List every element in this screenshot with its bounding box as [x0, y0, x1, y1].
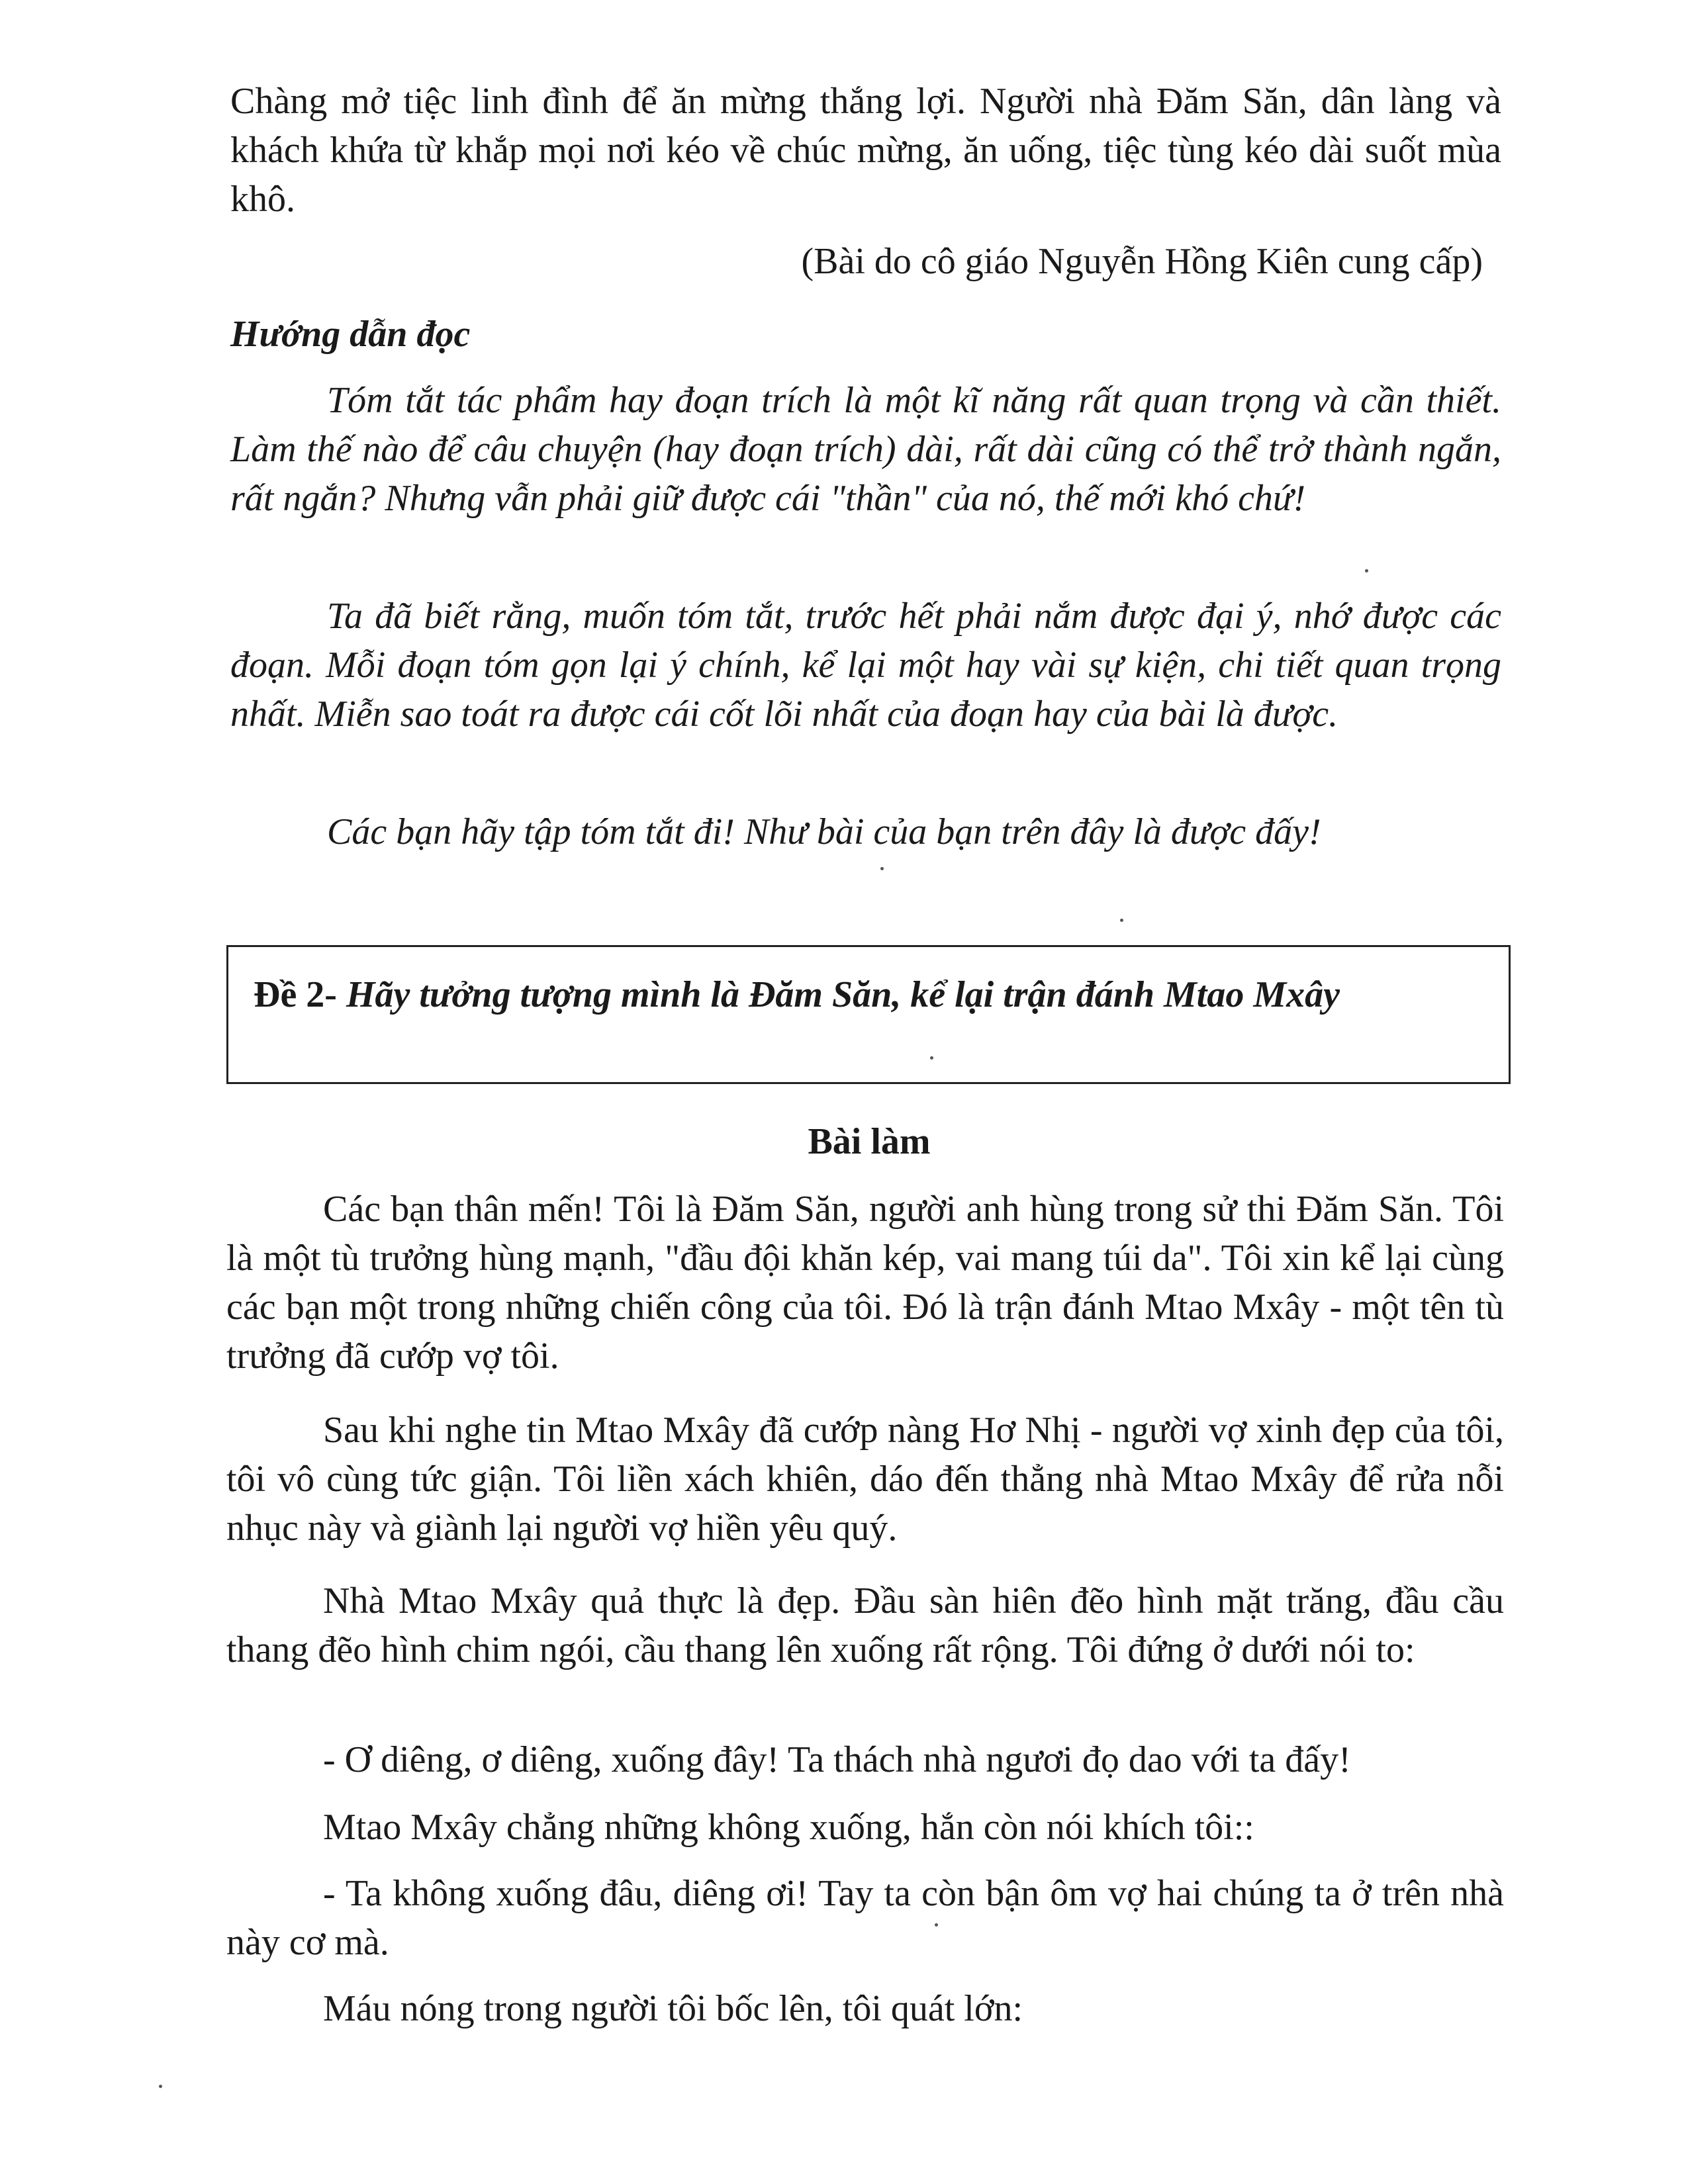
guide-heading: Hướng dẫn đọc: [230, 314, 471, 355]
essay-paragraph: Máu nóng trong người tôi bốc lên, tôi quát lớn:: [323, 1988, 1023, 2029]
task-text: Hãy tưởng tượng mình là Đăm Săn, kể lại trận đánh Mtao Mxây: [346, 974, 1340, 1015]
scan-speck: [1120, 919, 1123, 922]
task-box: [226, 945, 1511, 1084]
essay-paragraph: - Ta không xuống đâu, diêng ơi! Tay ta còn bận ôm vợ hai chúng ta ở trên nhà này cơ mà.: [226, 1873, 1504, 1963]
essay-paragraph: Sau khi nghe tin Mtao Mxây đã cướp nàng Hơ Nhị - người vợ xinh đẹp của tôi, tôi vô cùng tức giận. Tôi liền xách khiên, dáo đến thẳng nhà Mtao Mxây để rửa nỗi nhục này và giành lại người vợ hiền yêu quý.: [226, 1410, 1504, 1549]
essay-heading: Bài làm: [808, 1121, 931, 1162]
intro-paragraph: Chàng mở tiệc linh đình để ăn mừng thắng lợi. Người nhà Đăm Săn, dân làng và khách khứa từ khắp mọi nơi kéo về chúc mừng, ăn uống, tiệc tùng kéo dài suốt mùa khô.: [230, 81, 1501, 220]
guide-paragraph: Tóm tắt tác phẩm hay đoạn trích là một kĩ năng rất quan trọng và cần thiết. Làm thế nào để câu chuyện (hay đoạn trích) dài, rất dài cũng có thể trở thành ngắn, rất ngắn? Nhưng vẫn phải giữ được cái "thần" của nó, thế mới khó chứ!: [230, 380, 1501, 519]
essay-paragraph: Nhà Mtao Mxây quả thực là đẹp. Đầu sàn hiên đẽo hình mặt trăng, đầu cầu thang đẽo hình chim ngói, cầu thang lên xuống rất rộng. Tôi đứng ở dưới nói to:: [226, 1580, 1504, 1670]
scan-speck: [159, 2085, 162, 2088]
scan-speck: [930, 1056, 933, 1060]
essay-paragraph: Mtao Mxây chẳng những không xuống, hắn còn nói khích tôi::: [323, 1807, 1254, 1848]
task-label: Đề 2-: [254, 974, 337, 1015]
guide-paragraph: Các bạn hãy tập tóm tắt đi! Như bài của bạn trên đây là được đấy!: [327, 811, 1321, 852]
essay-paragraph: - Ơ diêng, ơ diêng, xuống đây! Ta thách nhà ngươi đọ dao với ta đấy!: [323, 1739, 1351, 1780]
scan-speck: [1365, 569, 1368, 572]
essay-paragraph: Các bạn thân mến! Tôi là Đăm Săn, người anh hùng trong sử thi Đăm Săn. Tôi là một tù trưởng hùng mạnh, "đầu đội khăn kép, vai mang túi da". Tôi xin kể lại cùng các bạn một trong những chiến công của tôi. Đó là trận đánh Mtao Mxây - một tên tù trưởng đã cướp vợ tôi.: [226, 1189, 1504, 1377]
scan-speck: [880, 867, 884, 870]
scan-speck: [935, 1923, 938, 1927]
guide-paragraph: Ta đã biết rằng, muốn tóm tắt, trước hết phải nắm được đại ý, nhớ được các đoạn. Mỗi đoạn tóm gọn lại ý chính, kể lại một hay vài sự kiện, chi tiết quan trọng nhất. Miễn sao toát ra được cái cốt lõi nhất của đoạn hay của bài là được.: [230, 596, 1501, 735]
task-prompt: [254, 970, 1483, 1020]
credit-line: (Bài do cô giáo Nguyễn Hồng Kiên cung cấp): [801, 241, 1483, 282]
